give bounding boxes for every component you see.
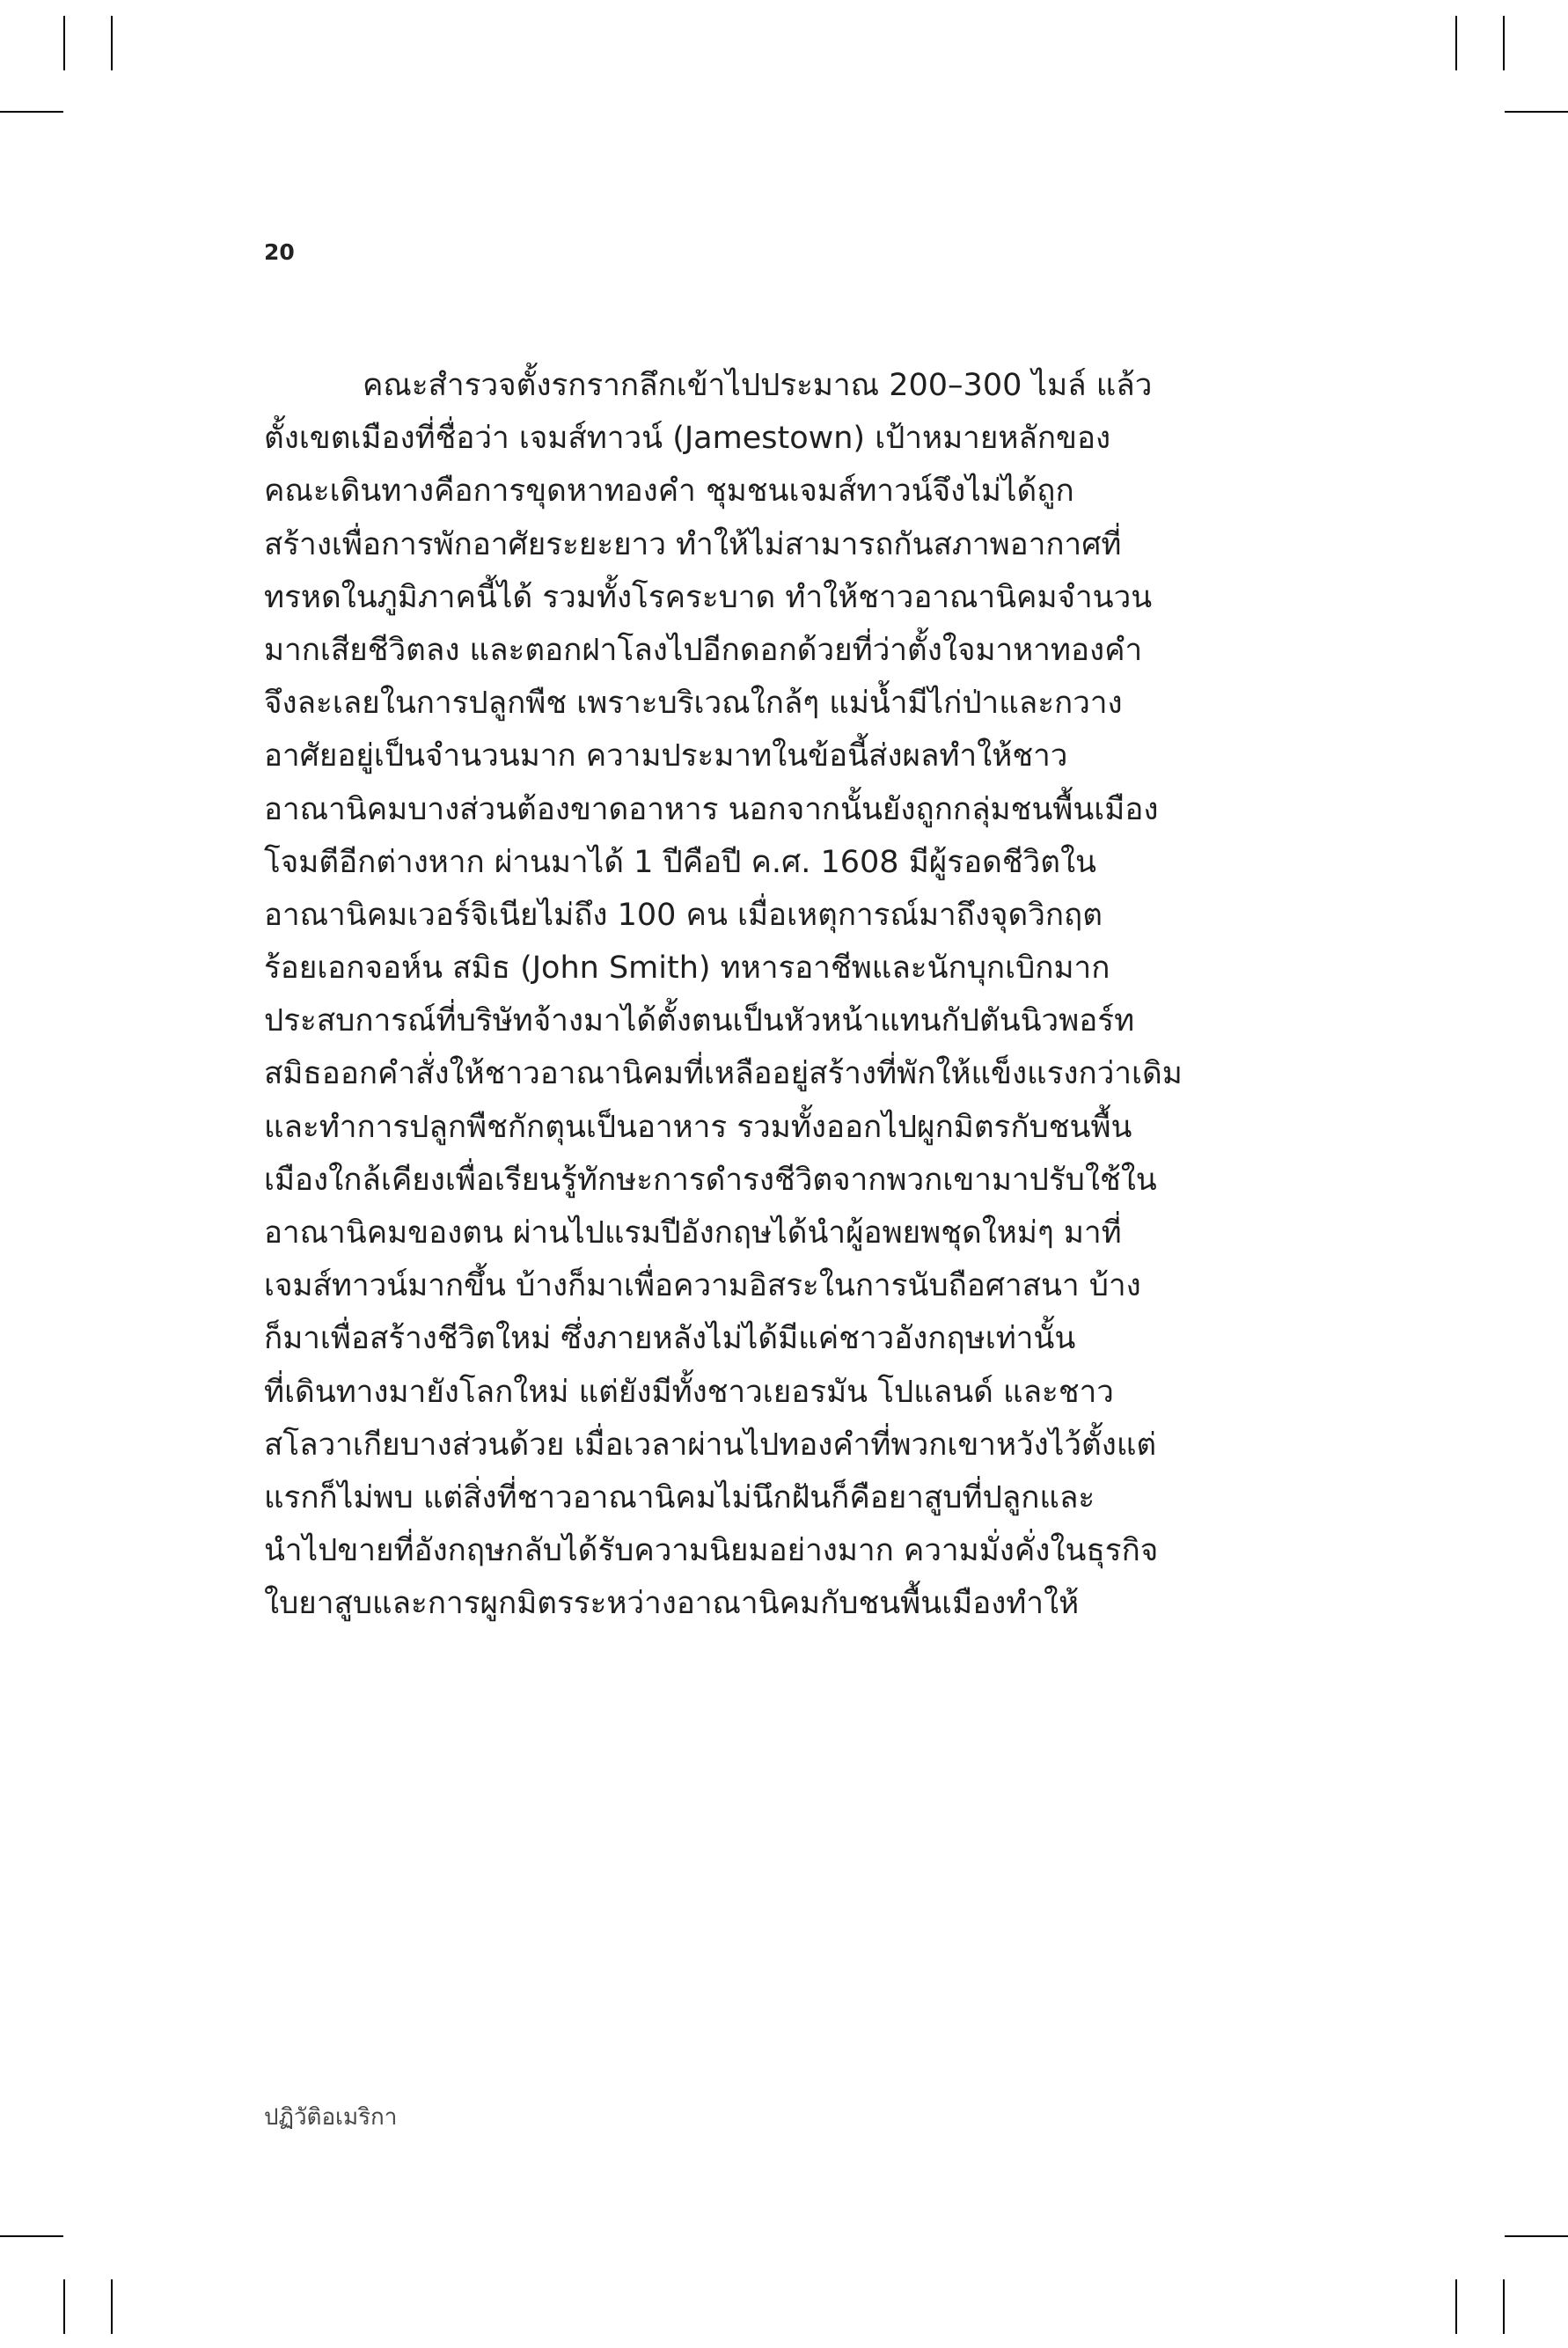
crop-mark-top-right-horizontal <box>1505 111 1568 113</box>
body-line: อาศัยอยู่เป็นจำนวนมาก ความประมาทในข้อนี้ส่งผลทำให้ชาว <box>264 738 1068 774</box>
body-line: ใบยาสูบและการผูกมิตรระหว่างอาณานิคมกับชนพื้นเมืองทำให้ <box>264 1586 1080 1622</box>
crop-mark-top-left-vertical-inner <box>111 16 113 70</box>
crop-mark-top-right-vertical-outer <box>1503 16 1505 70</box>
body-line: ทรหดในภูมิภาคนี้ได้ รวมทั้งโรคระบาด ทำให้ชาวอาณานิคมจำนวน <box>264 579 1153 615</box>
body-line: สร้างเพื่อการพักอาศัยระยะยาว ทำให้ไม่สามารถกันสภาพอากาศที่ <box>264 526 1122 562</box>
page-number: 20 <box>264 239 295 265</box>
body-line: สโลวาเกียบางส่วนด้วย เมื่อเวลาผ่านไปทองคำที่พวกเขาหวังไว้ตั้งแต่ <box>264 1427 1157 1463</box>
body-line: เมืองใกล้เคียงเพื่อเรียนรู้ทักษะการดำรงชีวิตจากพวกเขามาปรับใช้ใน <box>264 1162 1157 1198</box>
body-line: สมิธออกคำสั่งให้ชาวอาณานิคมที่เหลืออยู่สร้างที่พักให้แข็งแรงกว่าเดิม <box>264 1056 1183 1092</box>
body-line: อาณานิคมบางส่วนต้องขาดอาหาร นอกจากนั้นยังถูกกลุ่มชนพื้นเมือง <box>264 791 1159 827</box>
body-line: อาณานิคมเวอร์จิเนียไม่ถึง 100 คน เมื่อเหตุการณ์มาถึงจุดวิกฤต <box>264 897 1103 933</box>
body-line: ร้อยเอกจอห์น สมิธ (John Smith) ทหารอาชีพและนักบุกเบิกมาก <box>264 950 1110 987</box>
crop-mark-bottom-left-vertical-outer <box>63 2279 65 2334</box>
crop-mark-bottom-left-vertical-inner <box>111 2279 113 2334</box>
crop-mark-bottom-left-horizontal <box>0 2235 63 2237</box>
body-line: เจมส์ทาวน์มากขึ้น บ้างก็มาเพื่อความอิสระในการนับถือศาสนา บ้าง <box>264 1268 1141 1304</box>
body-line: คณะสำรวจตั้งรกรากลึกเข้าไปประมาณ 200–300 ไมล์ แล้ว <box>363 368 1153 403</box>
body-line: คณะเดินทางคือการขุดหาทองคำ ชุมชนเจมส์ทาวน์จึงไม่ได้ถูก <box>264 473 1074 510</box>
body-line: มากเสียชีวิตลง และตอกฝาโลงไปอีกดอกด้วยที่ว่าตั้งใจมาหาทองคำ <box>264 632 1143 668</box>
body-line: ก็มาเพื่อสร้างชีวิตใหม่ ซึ่งภายหลังไม่ได้มีแค่ชาวอังกฤษเท่านั้น <box>264 1321 1076 1357</box>
body-line: ประสบการณ์ที่บริษัทจ้างมาได้ตั้งตนเป็นหัวหน้าแทนกัปตันนิวพอร์ท <box>264 1003 1135 1039</box>
body-line: โจมตีอีกต่างหาก ผ่านมาได้ 1 ปีคือปี ค.ศ. 1608 มีผู้รอดชีวิตใน <box>264 844 1096 880</box>
body-line: แรกก็ไม่พบ แต่สิ่งที่ชาวอาณานิคมไม่นึกฝันก็คือยาสูบที่ปลูกและ <box>264 1479 1095 1515</box>
crop-mark-top-right-vertical-inner <box>1455 16 1457 70</box>
body-paragraph <box>264 359 1258 1631</box>
crop-mark-bottom-right-vertical-outer <box>1503 2279 1505 2334</box>
footer-book-title: ปฏิวัติอเมริกา <box>264 2104 398 2131</box>
body-line: ตั้งเขตเมืองที่ชื่อว่า เจมส์ทาวน์ (Jamestown) เป้าหมายหลักของ <box>264 421 1111 457</box>
crop-mark-top-left-horizontal <box>0 111 63 113</box>
body-line: และทำการปลูกพืชกักตุนเป็นอาหาร รวมทั้งออกไปผูกมิตรกับชนพื้น <box>264 1109 1132 1145</box>
body-line: ที่เดินทางมายังโลกใหม่ แต่ยังมีทั้งชาวเยอรมัน โปแลนด์ และชาว <box>264 1374 1114 1410</box>
body-line: อาณานิคมของตน ผ่านไปแรมปีอังกฤษได้นำผู้อพยพชุดใหม่ๆ มาที่ <box>264 1215 1122 1251</box>
body-line: นำไปขายที่อังกฤษกลับได้รับความนิยมอย่างมาก ความมั่งคั่งในธุรกิจ <box>264 1533 1159 1569</box>
body-line: จึงละเลยในการปลูกพืช เพราะบริเวณใกล้ๆ แม่น้ำมีไก่ป่าและกวาง <box>264 686 1123 722</box>
crop-mark-bottom-right-horizontal <box>1505 2235 1568 2237</box>
crop-mark-bottom-right-vertical-inner <box>1455 2279 1457 2334</box>
crop-mark-top-left-vertical-outer <box>63 16 65 70</box>
